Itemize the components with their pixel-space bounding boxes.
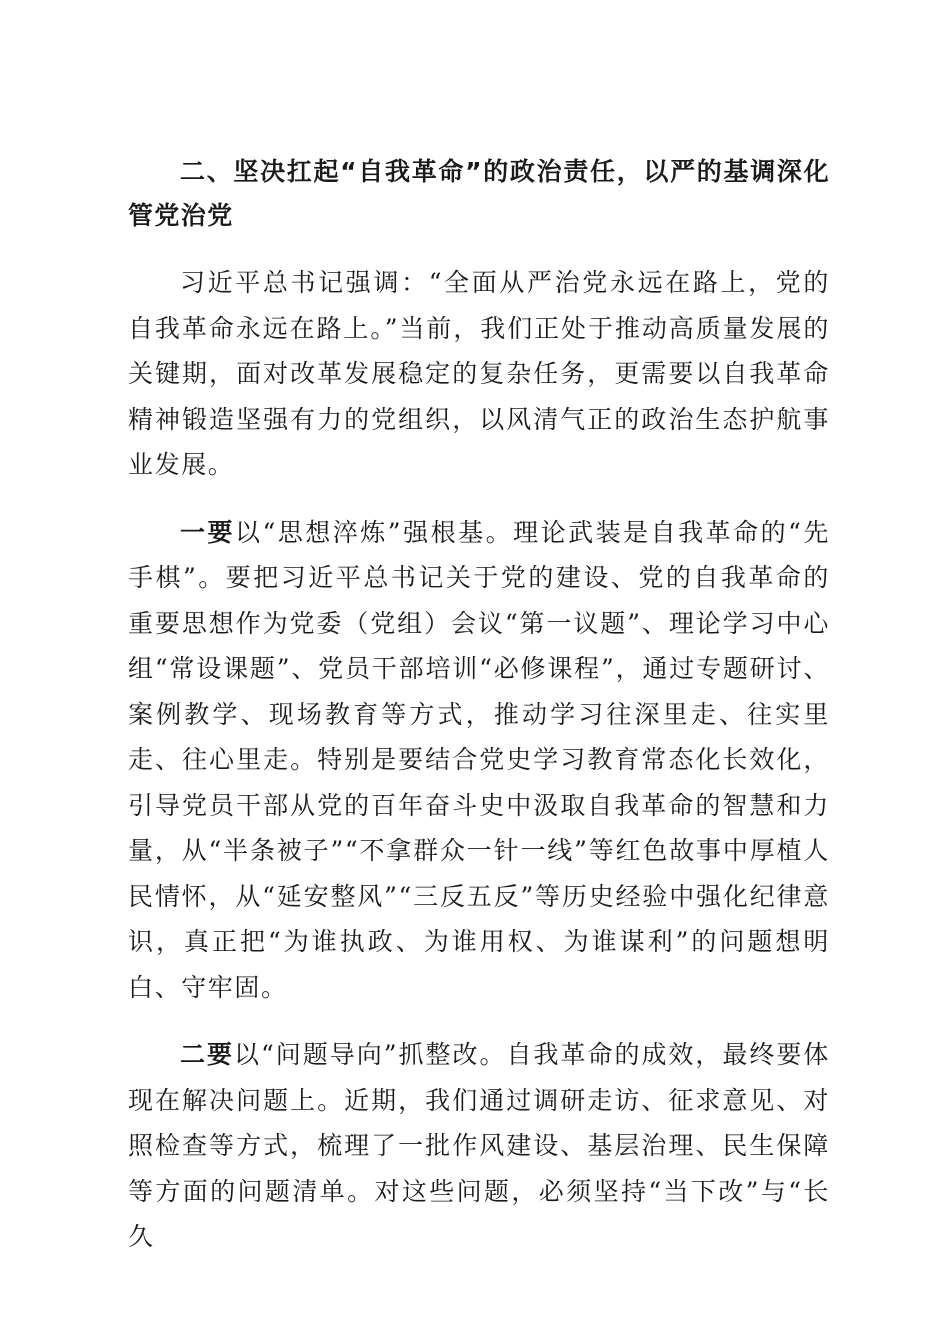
point-one-paragraph	[128, 510, 830, 1011]
section-heading: 二、坚决扛起“自我革命”的政治责任，以严的基调深化管党治党	[128, 157, 830, 230]
intro-paragraph: 习近平总书记强调：“全面从严治党永远在路上，党的自我革命永远在路上。”当前，我们正处于推动高质量发展的关键期，面对改革发展稳定的复杂任务，更需要以自我革命精神锻造坚强有力的党组织，以风清气正的政治生态护航事业发展。	[128, 268, 830, 479]
point-two-lead: 二要	[180, 1040, 234, 1069]
point-two-paragraph	[128, 1032, 830, 1260]
point-one-text: 以“思想淬炼”强根基。理论武装是自我革命的“先手棋”。要把习近平总书记关于党的建设、党的自我革命的重要思想作为党委（党组）会议“第一议题”、理论学习中心组“常设课题”、党员干部培训“必修课程”，通过专题研讨、案例教学、现场教育等方式，推动学习往深里走、往实里走、往心里走。特别是要结合党史学习教育常态化长效化，引导党员干部从党的百年奋斗史中汲取自我革命的智慧和力量，从“半条被子”“不拿群众一针一线”等红色故事中厚植人民情怀，从“延安整风”“三反五反”等历史经验中强化纪律意识，真正把“为谁执政、为谁用权、为谁谋利”的问题想明白、守牢固。	[128, 517, 830, 1002]
point-one-lead: 一要	[180, 517, 236, 547]
point-two-text: 以“问题导向”抓整改。自我革命的成效，最终要体现在解决问题上。近期，我们通过调研走访、征求意见、对照检查等方式，梳理了一批作风建设、基层治理、民生保障等方面的问题清单。对这些问题，必须坚持“当下改”与“长久	[128, 1040, 830, 1251]
document-body	[128, 150, 830, 1282]
